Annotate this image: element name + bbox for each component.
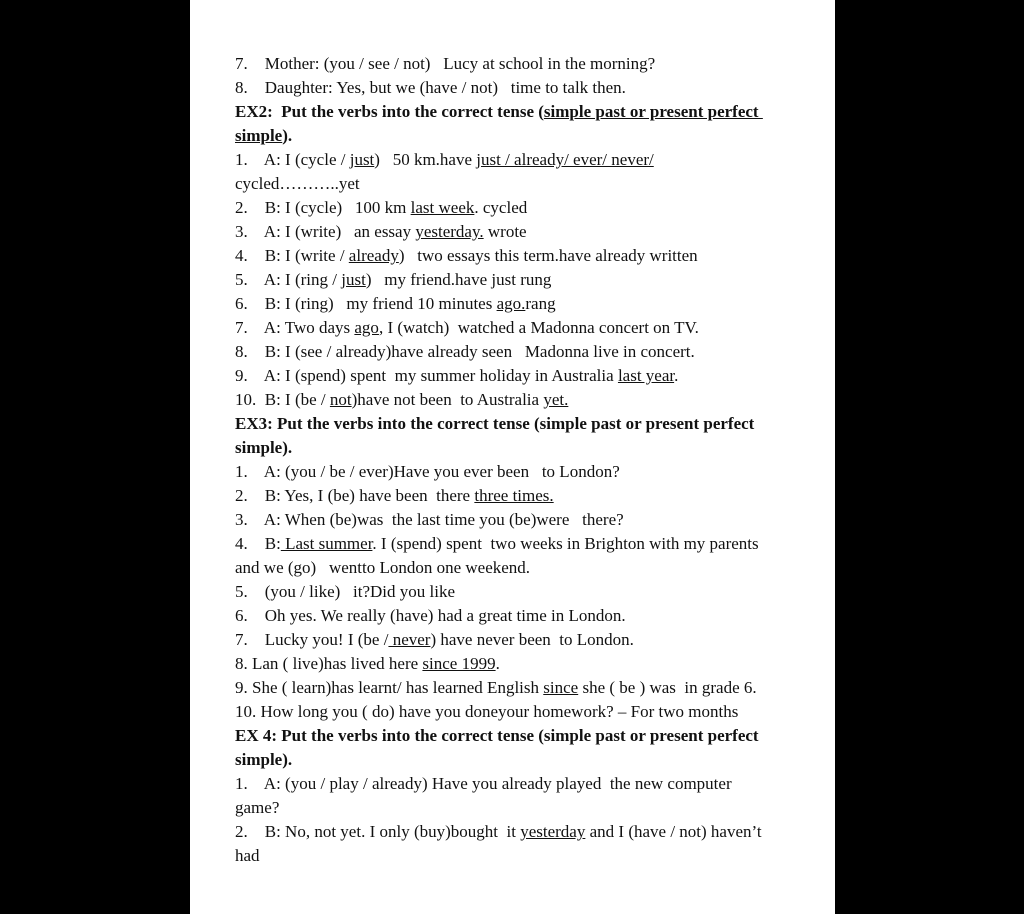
- underlined-text: simple: [235, 126, 283, 145]
- underlined-text: just: [341, 270, 366, 289]
- text-segment: 10. How long you ( do) have you doneyour homework? – For two months: [235, 702, 739, 721]
- text-line: [235, 628, 795, 652]
- text-line: [235, 172, 795, 196]
- underlined-text: last year: [617, 366, 675, 385]
- underlined-text: ago: [354, 318, 379, 337]
- text-segment: 8. Lan ( live)has lived here: [235, 654, 423, 673]
- text-segment: 9. A: I (spend) spent my summer holiday in Australia: [235, 366, 618, 385]
- text-segment: .: [674, 366, 679, 385]
- text-line: [235, 844, 795, 868]
- text-line: [235, 268, 795, 292]
- underlined-text: since 1999: [422, 654, 496, 673]
- heading-text: simple).: [235, 750, 293, 769]
- text-segment: , I (watch) watched a Madonna concert on TV.: [378, 318, 699, 337]
- heading-text: EX 4: Put the verbs into the correct tense (simple past or present perfect: [235, 726, 759, 745]
- text-segment: and we (go) wentto London one weekend.: [235, 558, 531, 577]
- text-segment: ) two essays this term.have already written: [398, 246, 698, 265]
- text-line: [235, 460, 795, 484]
- text-segment: 8. Daughter: Yes, but we (have / not) time to talk then.: [235, 78, 626, 97]
- text-line: [235, 148, 795, 172]
- underlined-text: yet.: [543, 390, 569, 409]
- heading-text: simple).: [235, 438, 293, 457]
- text-line: [235, 124, 795, 148]
- text-segment: and I (have / not) haven’t: [585, 822, 762, 841]
- underlined-text: yesterday.: [415, 222, 484, 241]
- underlined-text: just / already/ ever/ never/: [476, 150, 654, 169]
- text-line: [235, 244, 795, 268]
- text-line: [235, 796, 795, 820]
- worksheet-text: [235, 52, 795, 868]
- text-line: [235, 436, 795, 460]
- underlined-text: last week: [410, 198, 475, 217]
- underlined-text: since: [543, 678, 579, 697]
- text-segment: ) have never been to London.: [430, 630, 634, 649]
- underlined-text: three times.: [474, 486, 554, 505]
- text-segment: 5. (you / like) it?Did you like: [235, 582, 456, 601]
- text-segment: )have not been to Australia: [351, 390, 544, 409]
- text-segment: 2. B: No, not yet. I only (buy)bought it: [235, 822, 521, 841]
- underlined-text: not: [329, 390, 352, 409]
- heading-text: ).: [282, 126, 293, 145]
- text-line: [235, 76, 795, 100]
- text-segment: . I (spend) spent two weeks in Brighton with my parents: [372, 534, 759, 553]
- text-segment: game?: [235, 798, 280, 817]
- text-line: [235, 316, 795, 340]
- text-line: [235, 412, 795, 436]
- text-line: [235, 388, 795, 412]
- text-segment: 5. A: I (ring /: [235, 270, 342, 289]
- text-line: [235, 652, 795, 676]
- text-segment: ) 50 km.have: [374, 150, 477, 169]
- text-segment: 9. She ( learn)has learnt/ has learned English: [235, 678, 544, 697]
- text-segment: .: [495, 654, 500, 673]
- underlined-text: yesterday: [520, 822, 586, 841]
- text-segment: 4. B:: [235, 534, 281, 553]
- text-segment: rang: [525, 294, 556, 313]
- text-line: [235, 580, 795, 604]
- text-segment: 2. B: I (cycle) 100 km: [235, 198, 411, 217]
- text-segment: 7. A: Two days: [235, 318, 355, 337]
- text-line: [235, 220, 795, 244]
- text-segment: 10. B: I (be /: [235, 390, 330, 409]
- text-segment: ) my friend.have just rung: [365, 270, 552, 289]
- text-line: [235, 532, 795, 556]
- underlined-text: already: [348, 246, 399, 265]
- text-line: [235, 196, 795, 220]
- text-line: [235, 604, 795, 628]
- text-segment: 6. B: I (ring) my friend 10 minutes: [235, 294, 497, 313]
- text-segment: she ( be ) was in grade 6.: [578, 678, 757, 697]
- text-segment: . cycled: [474, 198, 528, 217]
- underlined-text: simple past or present perfect: [543, 102, 763, 121]
- text-line: [235, 772, 795, 796]
- text-segment: 3. A: I (write) an essay: [235, 222, 416, 241]
- document-page: [190, 0, 835, 914]
- text-line: [235, 676, 795, 700]
- text-line: [235, 508, 795, 532]
- text-segment: wrote: [483, 222, 527, 241]
- underlined-text: just: [349, 150, 375, 169]
- text-segment: 1. A: I (cycle /: [235, 150, 350, 169]
- text-segment: 7. Lucky you! I (be /: [235, 630, 389, 649]
- text-segment: 3. A: When (be)was the last time you (be)were there?: [235, 510, 624, 529]
- text-line: [235, 724, 795, 748]
- text-line: [235, 340, 795, 364]
- text-line: [235, 700, 795, 724]
- text-segment: 1. A: (you / play / already) Have you already played the new computer: [235, 774, 732, 793]
- text-line: [235, 100, 795, 124]
- heading-text: EX3: Put the verbs into the correct tense (simple past or present perfect: [235, 414, 755, 433]
- text-segment: 4. B: I (write /: [235, 246, 349, 265]
- underlined-text: never: [388, 630, 431, 649]
- text-segment: had: [235, 846, 260, 865]
- text-line: [235, 820, 795, 844]
- text-segment: cycled………..yet: [235, 174, 360, 193]
- text-line: [235, 484, 795, 508]
- text-segment: 1. A: (you / be / ever)Have you ever been to London?: [235, 462, 620, 481]
- text-segment: 6. Oh yes. We really (have) had a great time in London.: [235, 606, 626, 625]
- text-segment: 8. B: I (see / already)have already seen Madonna live in concert.: [235, 342, 695, 361]
- underlined-text: ago.: [496, 294, 526, 313]
- text-line: [235, 556, 795, 580]
- text-line: [235, 52, 795, 76]
- text-segment: 7. Mother: (you / see / not) Lucy at school in the morning?: [235, 54, 656, 73]
- text-segment: 2. B: Yes, I (be) have been there: [235, 486, 475, 505]
- text-line: [235, 364, 795, 388]
- text-line: [235, 748, 795, 772]
- underlined-text: Last summer: [280, 534, 373, 553]
- heading-text: EX2: Put the verbs into the correct tense (: [235, 102, 544, 121]
- text-line: [235, 292, 795, 316]
